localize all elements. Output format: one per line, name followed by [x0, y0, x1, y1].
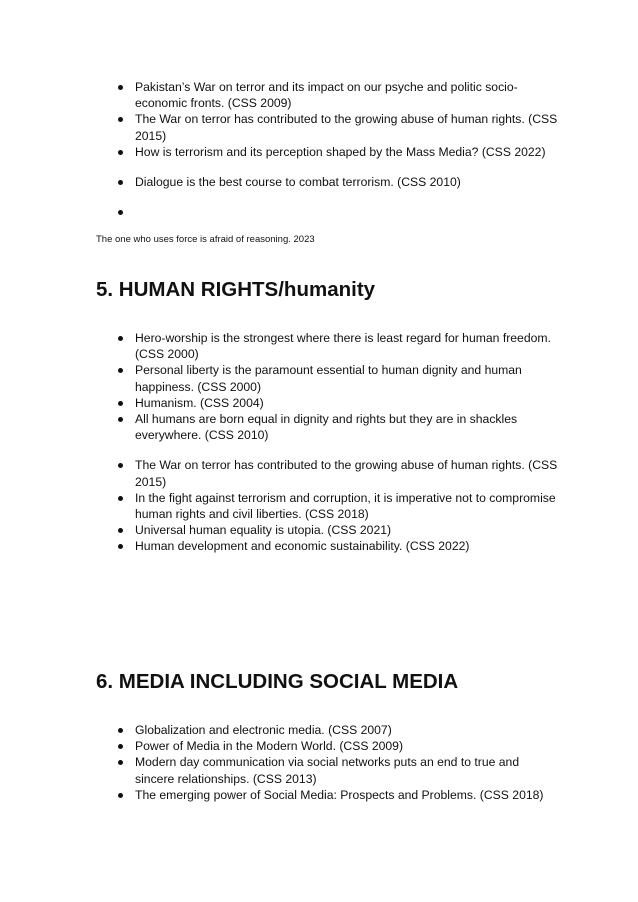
list-item-text: The emerging power of Social Media: Prospects and Problems. (CSS 2018): [135, 787, 544, 802]
section-heading-media: 6. MEDIA INCLUDING SOCIAL MEDIA: [96, 670, 459, 693]
list-item: [118, 490, 558, 522]
bullet-icon: [118, 793, 123, 798]
bullet-icon: [118, 528, 123, 533]
list-item-text: How is terrorism and its perception shaped by the Mass Media? (CSS 2022): [135, 144, 546, 159]
human-rights-topic-list: [118, 330, 558, 555]
list-item: [118, 362, 558, 394]
list-item-text: Modern day communication via social networks puts an end to true and sincere relationships. (CSS 2013): [135, 755, 520, 786]
list-item: [118, 79, 558, 111]
list-item: [118, 787, 558, 803]
list-item-text: The War on terror has contributed to the growing abuse of human rights. (CSS 2015): [135, 458, 558, 489]
list-item-text: All humans are born equal in dignity and rights but they are in shackles everywhere. (CSS 2010): [135, 412, 518, 443]
bullet-icon: [118, 760, 123, 765]
list-item-text: Pakistan’s War on terror and its impact on our psyche and politic socio-economic fronts. (CSS 2009): [135, 80, 518, 111]
bullet-icon: [118, 85, 123, 90]
list-item-text: Dialogue is the best course to combat terrorism. (CSS 2010): [135, 175, 461, 190]
quote-note: The one who uses force is afraid of reasoning. 2023: [96, 234, 315, 245]
bullet-icon: [118, 544, 123, 549]
list-item: [118, 174, 558, 190]
terrorism-topic-list: [118, 79, 558, 220]
bullet-icon: [118, 336, 123, 341]
list-item-text: Personal liberty is the paramount essential to human dignity and human happiness. (CSS 2000): [135, 363, 522, 394]
list-item: [118, 722, 558, 738]
list-item-text: Humanism. (CSS 2004): [135, 395, 264, 410]
section-heading-human-rights: 5. HUMAN RIGHTS/humanity: [96, 278, 376, 301]
bullet-icon: [118, 496, 123, 501]
bullet-icon: [118, 180, 123, 185]
list-item: [118, 522, 558, 538]
list-item: [118, 395, 558, 411]
list-item: [118, 111, 558, 143]
list-item-text: Power of Media in the Modern World. (CSS 2009): [135, 739, 404, 754]
bullet-icon: [118, 417, 123, 422]
list-item: [118, 538, 558, 554]
bullet-icon: [118, 210, 123, 215]
list-item-text: In the fight against terrorism and corruption, it is imperative not to compromise human rights and civil liberties. (CSS 2018): [135, 490, 556, 522]
list-item: [118, 204, 558, 220]
bullet-icon: [118, 728, 123, 733]
bullet-icon: [118, 368, 123, 373]
bullet-icon: [118, 150, 123, 155]
list-item-text: Hero-worship is the strongest where there is least regard for human freedom. (CSS 2000): [135, 331, 551, 362]
list-item-text: Globalization and electronic media. (CSS 2007): [135, 723, 392, 737]
bullet-icon: [118, 117, 123, 122]
list-item-text: Human development and economic sustainability. (CSS 2022): [135, 539, 470, 554]
list-item: [118, 330, 558, 362]
bullet-icon: [118, 744, 123, 749]
list-item: [118, 754, 558, 786]
media-topic-list: [118, 722, 558, 803]
list-item: [118, 411, 558, 443]
list-item: [118, 144, 558, 160]
bullet-icon: [118, 401, 123, 406]
list-item-text: The War on terror has contributed to the growing abuse of human rights. (CSS 2015): [135, 112, 558, 143]
list-item-text: Universal human equality is utopia. (CSS 2021): [135, 523, 392, 538]
bullet-icon: [118, 463, 123, 468]
list-item: [118, 457, 558, 489]
list-item: [118, 738, 558, 754]
